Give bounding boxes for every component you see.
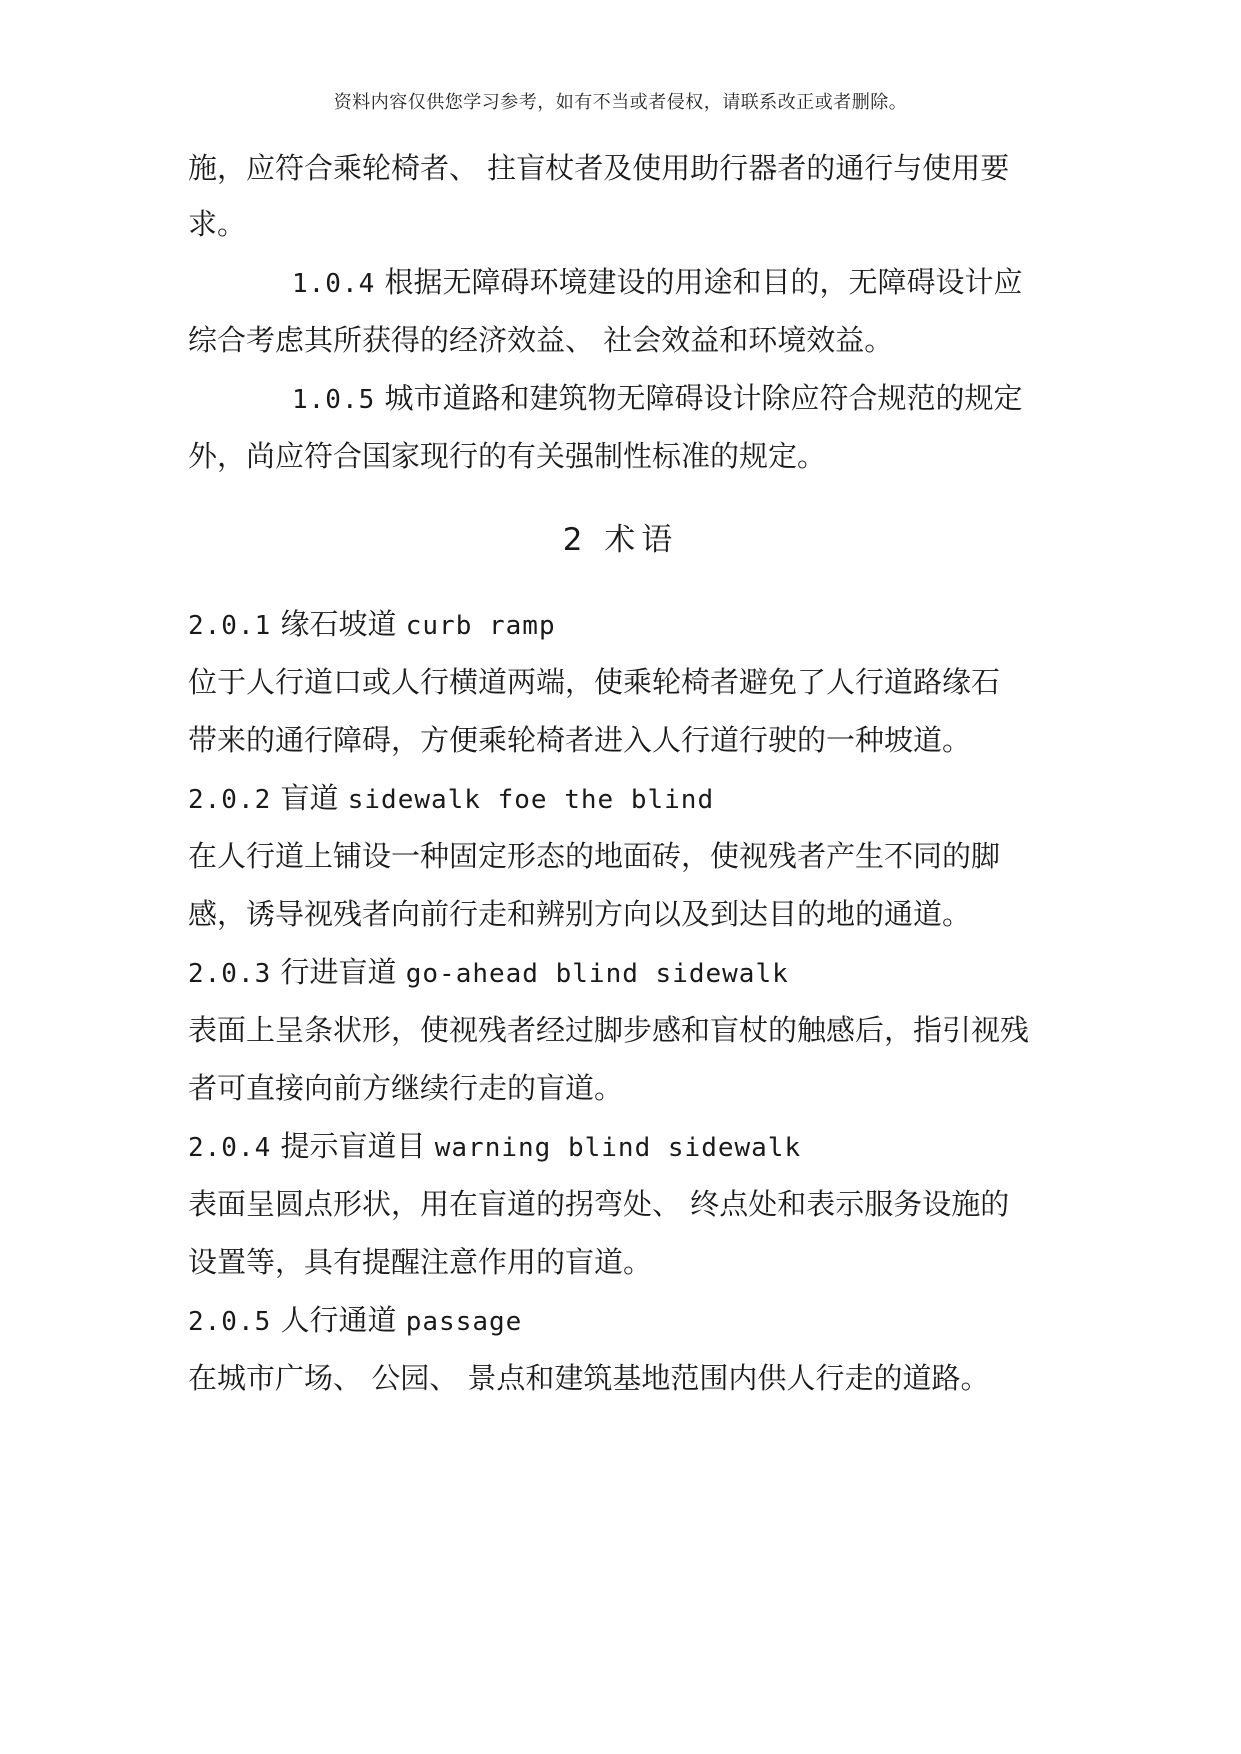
clause-number: 1.0.5 (292, 385, 376, 415)
term-english: passage (405, 1307, 523, 1337)
term-number: 2.0.5 (188, 1307, 272, 1337)
term-heading (188, 1300, 1088, 1342)
clause-1-0-5-line1 (292, 378, 1192, 420)
term-heading (188, 604, 1088, 646)
term-heading (188, 1126, 1088, 1168)
section-heading: 2 术语 (562, 522, 679, 558)
term-definition-line: 表面上呈条状形，使视残者经过脚步感和盲杖的触感后，指引视残 (188, 1013, 1030, 1047)
term-chinese: 行进盲道 (280, 955, 397, 989)
clause-1-0-4-line2: 综合考虑其所获得的经济效益、 社会效益和环境效益。 (188, 323, 894, 357)
term-definition-line: 设置等，具有提醒注意作用的盲道。 (188, 1245, 653, 1279)
term-definition-line: 在城市广场、 公园、 景点和建筑基地范围内供人行走的道路。 (188, 1361, 990, 1395)
term-definition-line: 者可直接向前方继续行走的盲道。 (188, 1071, 624, 1105)
term-english: curb ramp (405, 611, 556, 641)
term-definition-line: 带来的通行障碍，方便乘轮椅者进入人行道行驶的一种坡道。 (188, 723, 972, 757)
term-chinese: 提示盲道目 (280, 1129, 426, 1163)
term-definition-line: 位于人行道口或人行横道两端，使乘轮椅者避免了人行道路缘石 (188, 665, 1001, 699)
term-number: 2.0.3 (188, 959, 272, 989)
term-number: 2.0.2 (188, 785, 272, 815)
page-header-disclaimer: 资料内容仅供您学习参考，如有不当或者侵权，请联系改正或者删除。 (333, 92, 908, 113)
term-heading (188, 778, 1088, 820)
term-definition-line: 表面呈圆点形状，用在盲道的拐弯处、 终点处和表示服务设施的 (188, 1187, 1010, 1221)
clause-text: 城市道路和建筑物无障碍设计除应符合规范的规定 (384, 381, 1023, 415)
term-chinese: 缘石坡道 (280, 607, 397, 641)
term-number: 2.0.4 (188, 1133, 272, 1163)
clause-text: 根据无障碍环境建设的用途和目的，无障碍设计应 (384, 265, 1023, 299)
term-chinese: 人行通道 (280, 1303, 397, 1337)
term-definition-line: 在人行道上铺设一种固定形态的地面砖，使视残者产生不同的脚 (188, 839, 1001, 873)
term-english: sidewalk foe the blind (347, 785, 715, 815)
paragraph-line: 施，应符合乘轮椅者、 拄盲杖者及使用助行器者的通行与使用要 (188, 151, 1010, 185)
term-english: warning blind sidewalk (434, 1133, 802, 1163)
paragraph-line: 求。 (188, 207, 247, 241)
term-english: go-ahead blind sidewalk (405, 959, 789, 989)
term-chinese: 盲道 (280, 781, 339, 815)
term-heading (188, 952, 1088, 994)
clause-1-0-5-line2: 外，尚应符合国家现行的有关强制性标准的规定。 (188, 439, 827, 473)
term-definition-line: 感，诱导视残者向前行走和辨别方向以及到达目的地的通道。 (188, 897, 972, 931)
term-number: 2.0.1 (188, 611, 272, 641)
clause-1-0-4-line1 (292, 262, 1192, 304)
clause-number: 1.0.4 (292, 269, 376, 299)
